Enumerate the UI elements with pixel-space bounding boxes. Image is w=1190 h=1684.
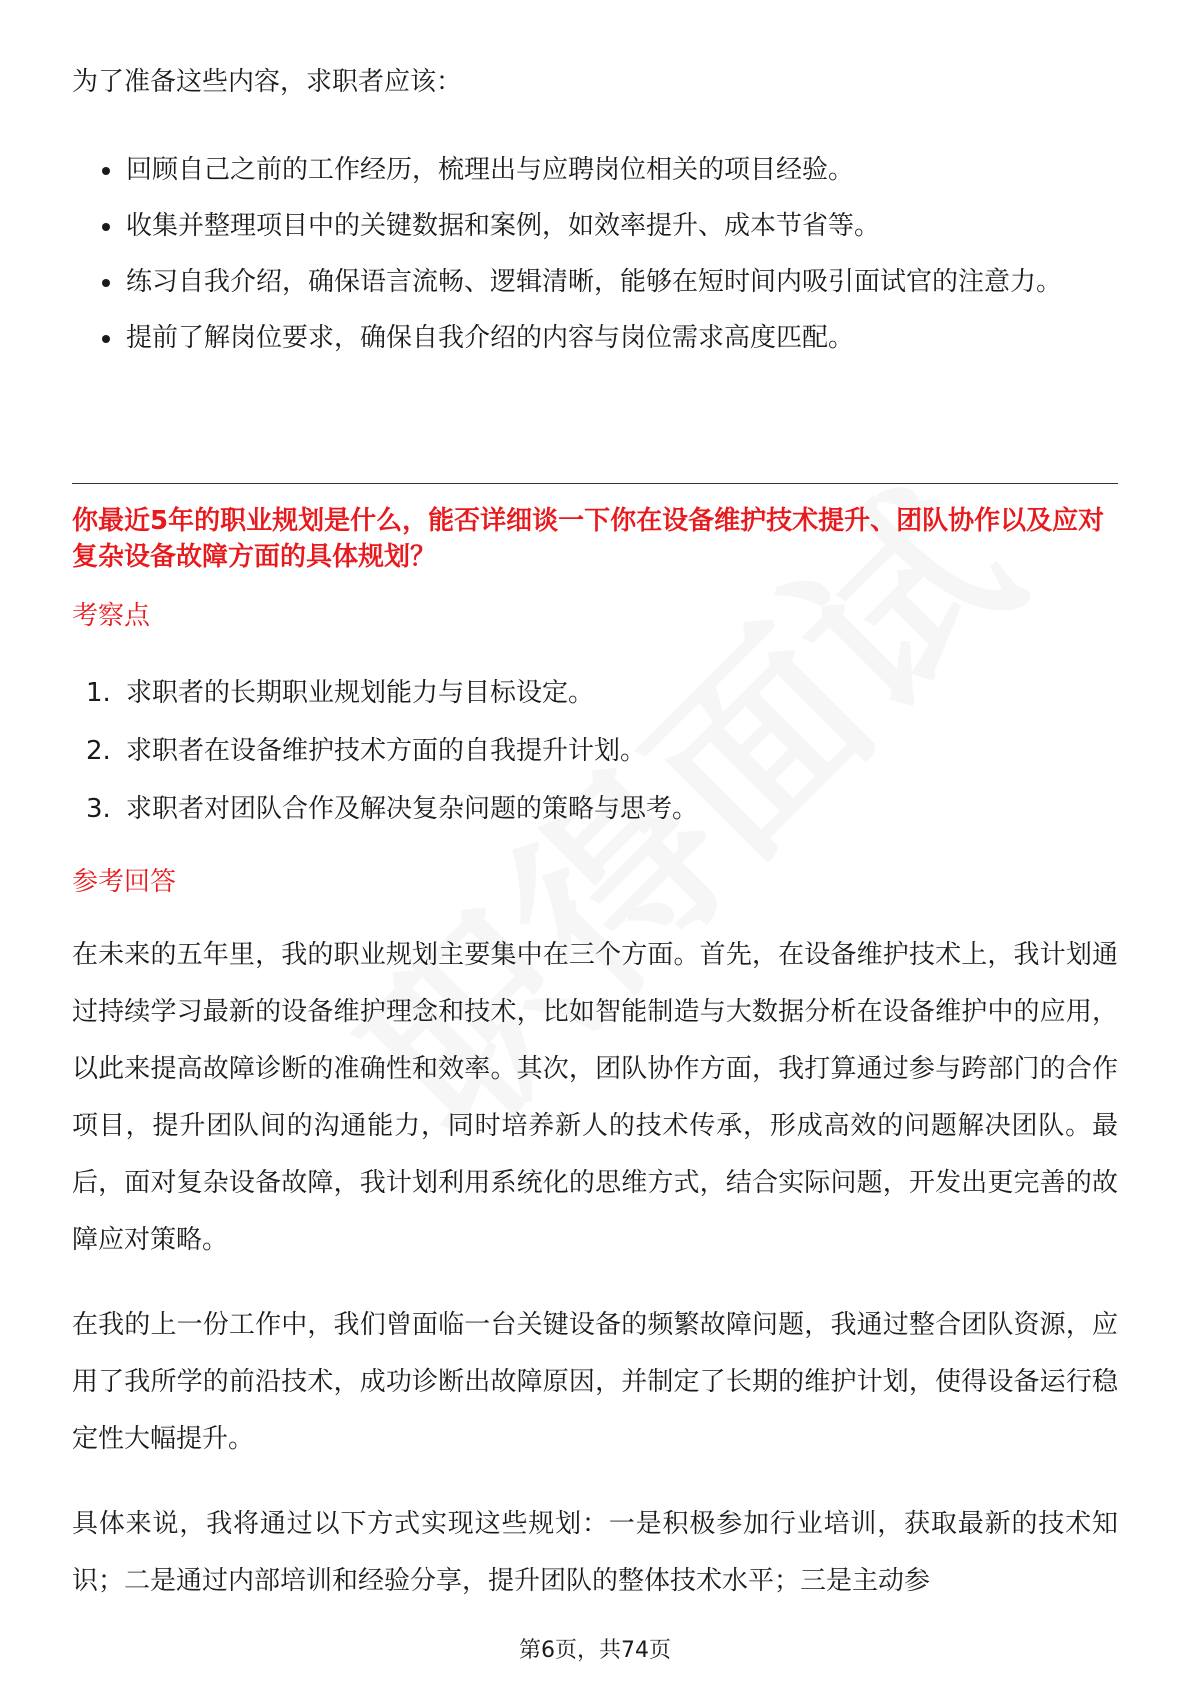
list-item: 练习自我介绍，确保语言流畅、逻辑清晰，能够在短时间内吸引面试官的注意力。 xyxy=(72,254,1118,310)
reference-answer xyxy=(72,927,1118,1638)
section-title-points: 考察点 xyxy=(72,601,151,631)
list-item xyxy=(72,780,1118,838)
page-number: 第6页，共74页 xyxy=(519,1638,671,1663)
list-item: 收集并整理项目中的关键数据和案例，如效率提升、成本节省等。 xyxy=(72,198,1118,254)
question-heading: 你最近5年的职业规划是什么，能否详细谈一下你在设备维护技术提升、团队协作以及应对复杂设备故障方面的具体规划？ xyxy=(72,506,1105,572)
section-divider xyxy=(72,483,1118,484)
list-text: 求职者的长期职业规划能力与目标设定。 xyxy=(126,678,595,708)
list-number: 3. xyxy=(86,794,111,824)
answer-paragraph: 在我的上一份工作中，我们曾面临一台关键设备的频繁故障问题，我通过整合团队资源，应用了我所学的前沿技术，成功诊断出故障原因，并制定了长期的维护计划，使得设备运行稳定性大幅提升。 xyxy=(72,1310,1118,1454)
list-item xyxy=(72,722,1118,780)
list-item: 提前了解岗位要求，确保自我介绍的内容与岗位需求高度匹配。 xyxy=(72,310,1118,366)
intro-text: 为了准备这些内容，求职者应该： xyxy=(72,67,463,97)
assessment-points-list xyxy=(72,664,1118,838)
list-item: 回顾自己之前的工作经历，梳理出与应聘岗位相关的项目经验。 xyxy=(72,142,1118,198)
list-item xyxy=(72,664,1118,722)
list-text: 求职者对团队合作及解决复杂问题的策略与思考。 xyxy=(126,794,699,824)
preparation-list xyxy=(72,142,1118,366)
list-text: 求职者在设备维护技术方面的自我提升计划。 xyxy=(126,736,647,766)
answer-paragraph: 在未来的五年里，我的职业规划主要集中在三个方面。首先，在设备维护技术上，我计划通过持续学习最新的设备维护理念和技术，比如智能制造与大数据分析在设备维护中的应用，以此来提高故障诊断的准确性和效率。其次，团队协作方面，我打算通过参与跨部门的合作项目，提升团队间的沟通能力，同时培养新人的技术传承，形成高效的问题解决团队。最后，面对复杂设备故障，我计划利用系统化的思维方式，结合实际问题，开发出更完善的故障应对策略。 xyxy=(72,940,1118,1255)
list-number: 1. xyxy=(86,678,111,708)
list-number: 2. xyxy=(86,736,111,766)
answer-paragraph: 具体来说，我将通过以下方式实现这些规划：一是积极参加行业培训，获取最新的技术知识；二是通过内部培训和经验分享，提升团队的整体技术水平；三是主动参 xyxy=(72,1509,1118,1596)
section-title-answer: 参考回答 xyxy=(72,867,177,897)
